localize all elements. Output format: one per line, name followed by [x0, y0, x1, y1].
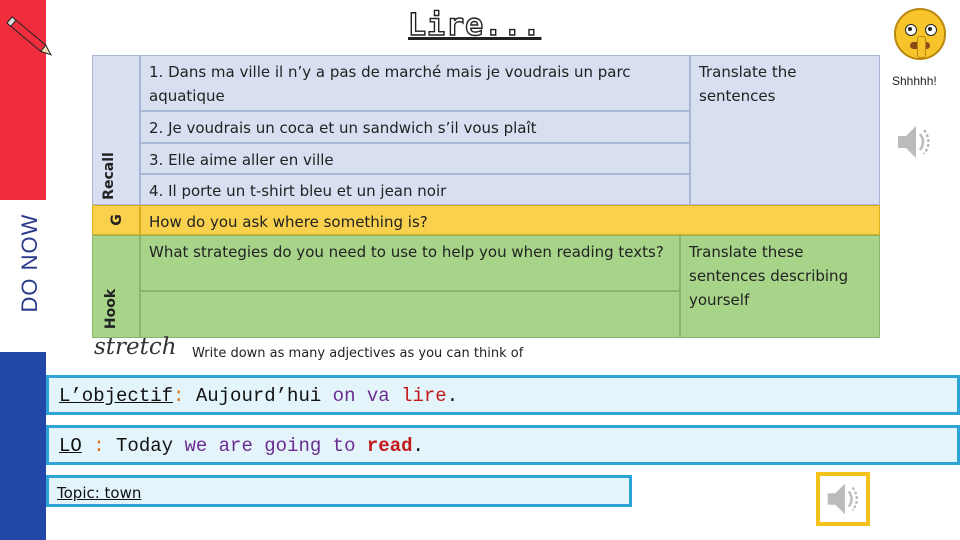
- shush-label: Shhhhh!: [892, 74, 937, 88]
- pencil-icon: [6, 8, 56, 68]
- objective-colon: :: [173, 385, 185, 407]
- lo-colon: :: [93, 435, 105, 457]
- lo-part3: read: [366, 435, 413, 457]
- objective-box: [46, 375, 960, 415]
- recall-row-4: 4. Il porte un t-shirt bleu et un jean noir: [140, 174, 690, 205]
- g-label: G: [108, 214, 125, 226]
- shush-emoji-icon: [894, 8, 946, 60]
- speaker-icon[interactable]: [892, 120, 936, 164]
- hook-instruction: Translate these sentences describing yourself: [680, 235, 880, 338]
- page-title: Lire...: [408, 8, 542, 43]
- lo-end: .: [412, 435, 424, 457]
- speaker-button[interactable]: [816, 472, 870, 526]
- lo-part1: Today: [116, 435, 174, 457]
- topic-box: [46, 475, 632, 507]
- flag-stripe-blue: [0, 352, 46, 540]
- recall-row-1: 1. Dans ma ville il n’y a pas de marché mais je voudrais un parc aquatique: [140, 55, 690, 111]
- lo-label: LO: [59, 435, 82, 457]
- topic-label: Topic: town: [57, 484, 142, 502]
- recall-section: [92, 55, 140, 205]
- hook-section: [92, 235, 140, 338]
- hook-label: Hook: [103, 288, 120, 330]
- lo-box: [46, 425, 960, 465]
- g-question: How do you ask where something is?: [140, 205, 880, 235]
- hook-blank: [140, 291, 680, 338]
- objective-end: .: [446, 385, 459, 407]
- lo-part2: we are going to: [184, 435, 356, 457]
- recall-instruction: Translate the sentences: [690, 55, 880, 205]
- stretch-text: Write down as many adjectives as you can think of: [192, 346, 524, 361]
- donow-label: DO NOW: [17, 213, 42, 313]
- g-section: [92, 205, 140, 235]
- recall-row-3: 3. Elle aime aller en ville: [140, 143, 690, 174]
- objective-part2: on va: [332, 385, 390, 407]
- hook-question: What strategies do you need to use to help you when reading texts?: [140, 235, 680, 291]
- recall-label: Recall: [100, 152, 117, 200]
- objective-part3: lire: [401, 385, 447, 407]
- recall-row-2: 2. Je voudrais un coca et un sandwich s’il vous plaît: [140, 111, 690, 143]
- speaker-button-icon: [822, 478, 864, 520]
- stretch-label: stretch: [94, 334, 177, 360]
- objective-part1: Aujourd’hui: [195, 385, 322, 407]
- objective-label: L’objectif: [59, 385, 174, 407]
